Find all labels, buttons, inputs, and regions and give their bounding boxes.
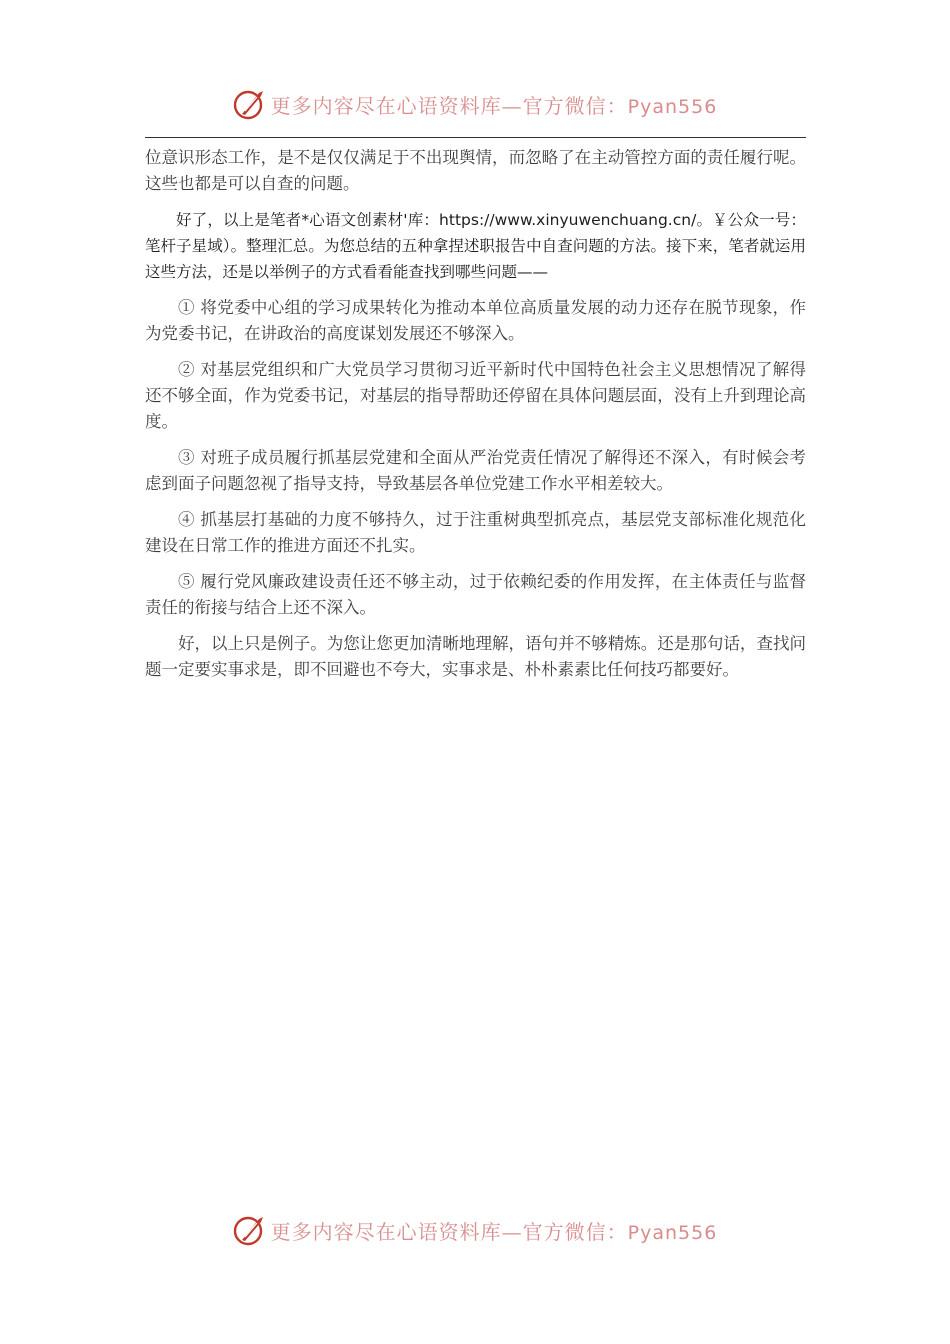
header-divider: [145, 137, 806, 138]
paragraph-item-3: ③ 对班子成员履行抓基层党建和全面从严治党责任情况了解得还不深入，有时候会考虑到面子问题忽视了指导支持，导致基层各单位党建工作水平相差较大。: [145, 448, 806, 493]
header-banner-text: [271, 90, 718, 119]
quill-pen-circle-icon: [233, 1213, 267, 1247]
header-banner-label: 更多内容尽在心语资料库—官方微信：: [270, 93, 628, 118]
paragraph-intro: 好了，以上是笔者*心语文创素材'库：https://www.xinyuwenchuang.cn/。￥公众一号：笔杆子星域）。整理汇总。为您总结的五种拿捏述职报告中自查问题的方法。接下来，笔者就运用这些方法，还是以举例子的方式看看能查找到哪些问题——: [145, 211, 806, 281]
paragraph-continuation: 位意识形态工作，是不是仅仅满足于不出现舆情，而忽略了在主动管控方面的责任履行呢。这些也都是可以自查的问题。: [145, 148, 806, 193]
footer-banner: [0, 1208, 950, 1252]
paragraph-item-4: ④ 抓基层打基础的力度不够持久，过于注重树典型抓亮点，基层党支部标准化规范化建设在日常工作的推进方面还不扎实。: [145, 510, 806, 555]
footer-banner-text: [271, 1216, 718, 1245]
document-body: [145, 145, 806, 693]
paragraph-item-5: ⑤ 履行党风廉政建设责任还不够主动，过于依赖纪委的作用发挥，在主体责任与监督责任的衔接与结合上还不深入。: [145, 572, 806, 617]
header-wechat-id: Pyan556: [627, 95, 718, 118]
header-banner: [0, 82, 950, 126]
quill-pen-circle-icon: [233, 87, 267, 121]
footer-wechat-id: Pyan556: [627, 1221, 718, 1244]
paragraph-item-2: ② 对基层党组织和广大党员学习贯彻习近平新时代中国特色社会主义思想情况了解得还不够全面，作为党委书记，对基层的指导帮助还停留在具体问题层面，没有上升到理论高度。: [145, 360, 806, 431]
paragraph-item-1: ① 将党委中心组的学习成果转化为推动本单位高质量发展的动力还存在脱节现象，作为党委书记，在讲政治的高度谋划发展还不够深入。: [145, 298, 806, 343]
footer-banner-label: 更多内容尽在心语资料库—官方微信：: [270, 1219, 628, 1244]
paragraph-conclusion: 好，以上只是例子。为您让您更加清晰地理解，语句并不够精炼。还是那句话，查找问题一定要实事求是，即不回避也不夸大，实事求是、朴朴素素比任何技巧都要好。: [145, 634, 806, 679]
